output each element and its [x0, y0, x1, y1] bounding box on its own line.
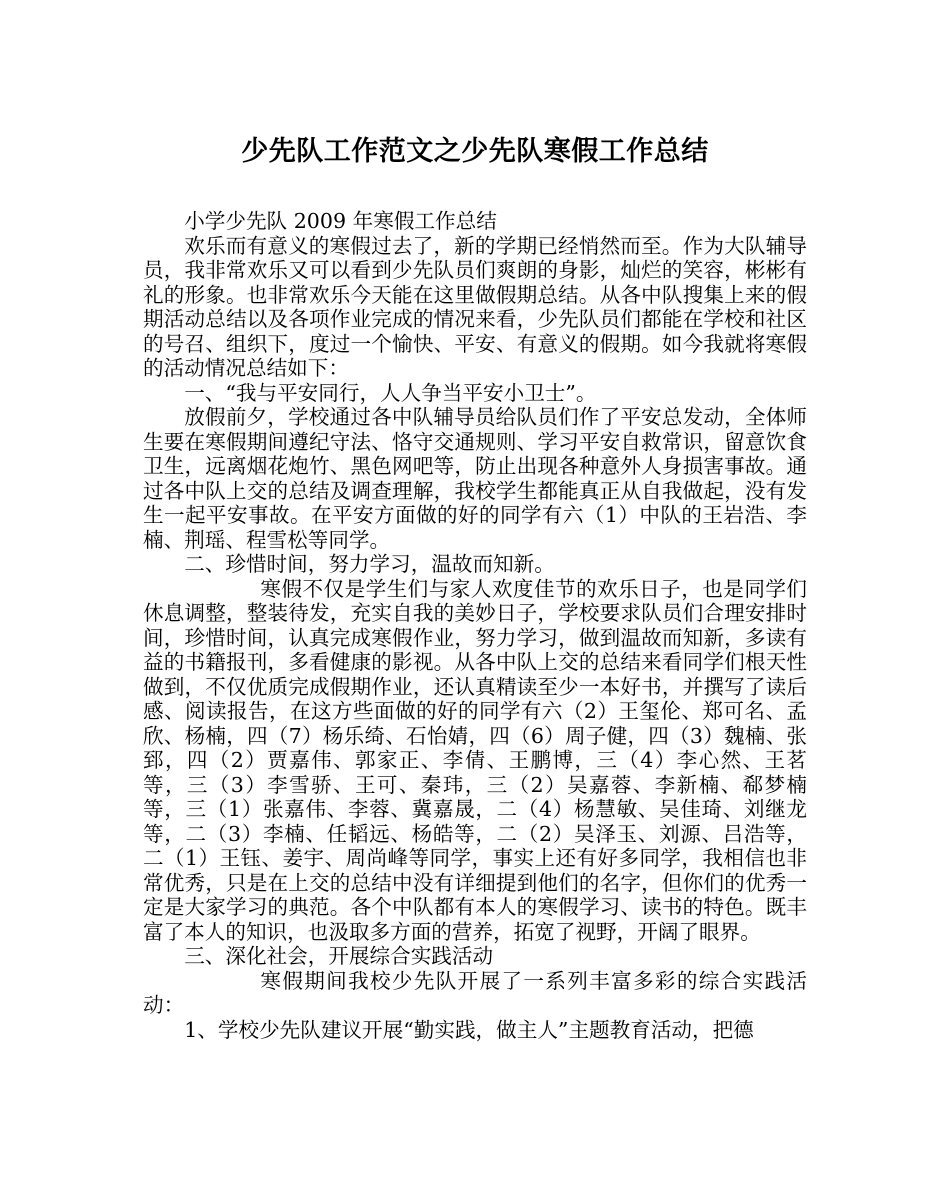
- section-heading-study: 二、珍惜时间，努力学习，温故而知新。: [184, 552, 555, 576]
- section-heading-practice: 三、深化社会，开展综合实践活动: [184, 944, 494, 968]
- subtitle-line: 小学少先队 2009 年寒假工作总结: [184, 209, 497, 233]
- document-title: 少先队工作范文之少先队寒假工作总结: [241, 136, 709, 167]
- study-paragraph: 寒假不仅是学生们与家人欢度佳节的欢乐日子，也是同学们休息调整，整装待发，充实自我的美妙日子，学校要求队员们合理安排时间，珍惜时间，认真完成寒假作业，努力学习，做到温故而知新，多读有益的书籍报刊，多看健康的影视。从各中队上交的总结来看同学们根天性做到，不仅优质完成假期作业，还认真精读至少一本好书，并撰写了读后感、阅读报告，在这方些面做的好的同学有六（2）王玺伦、郑可名、孟欣、杨楠，四（7）杨乐绮、石怡婧，四（6）周子健，四（3）魏楠、张郅，四（2）贾嘉伟、郭家正、李倩、王鹏博，三（4）李心然、王茗等，三（3）李雪骄、王可、秦玮，三（2）吴嘉蓉、李新楠、郗梦楠等，三（1）张嘉伟、李蓉、冀嘉晟，二（4）杨慧敏、吴佳琦、刘继龙等，二（3）李楠、任韬远、杨皓等，二（2）吴泽玉、刘源、吕浩等，二（1）王钰、姜宇、周尚峰等同学，事实上还有好多同学，我相信也非常优秀，只是在上交的总结中没有详细提到他们的名字，但你们的优秀一定是大家学习的典范。各个中队都有本人的寒假学习、读书的特色。既丰富了本人的知识，也汲取多方面的营养，拓宽了视野，开阔了眼界。: [143, 576, 807, 944]
- practice-item-1: 1、学校少先队建议开展“勤实践，做主人”主题教育活动，把德: [184, 1017, 754, 1042]
- section-heading-safety: 一、“我与平安同行，人人争当平安小卫士”。: [184, 380, 597, 405]
- practice-paragraph: 寒假期间我校少先队开展了一系列丰富多彩的综合实践活动：: [143, 968, 807, 1017]
- safety-paragraph: 放假前夕，学校通过各中队辅导员给队员们作了平安总发动，全体师生要在寒假期间遵纪守法、恪守交通规则、学习平安自救常识，留意饮食卫生，远离烟花炮竹、黑色网吧等，防止出现各种意外人身损害事故。通过各中队上交的总结及调查理解，我校学生都能真正从自我做起，没有发生一起平安事故。在平安方面做的好的同学有六（1）中队的王岩浩、李楠、荆瑶、程雪松等同学。: [143, 405, 807, 552]
- intro-paragraph: 欢乐而有意义的寒假过去了，新的学期已经悄然而至。作为大队辅导员，我非常欢乐又可以看到少先队员们爽朗的身影，灿烂的笑容，彬彬有礼的形象。也非常欢乐今天能在这里做假期总结。从各中队搜集上来的假期活动总结以及各项作业完成的情况来看，少先队员们都能在学校和社区的号召、组织下，度过一个愉快、平安、有意义的假期。如今我就将寒假的活动情况总结如下：: [143, 233, 807, 380]
- document-body: [143, 209, 807, 1042]
